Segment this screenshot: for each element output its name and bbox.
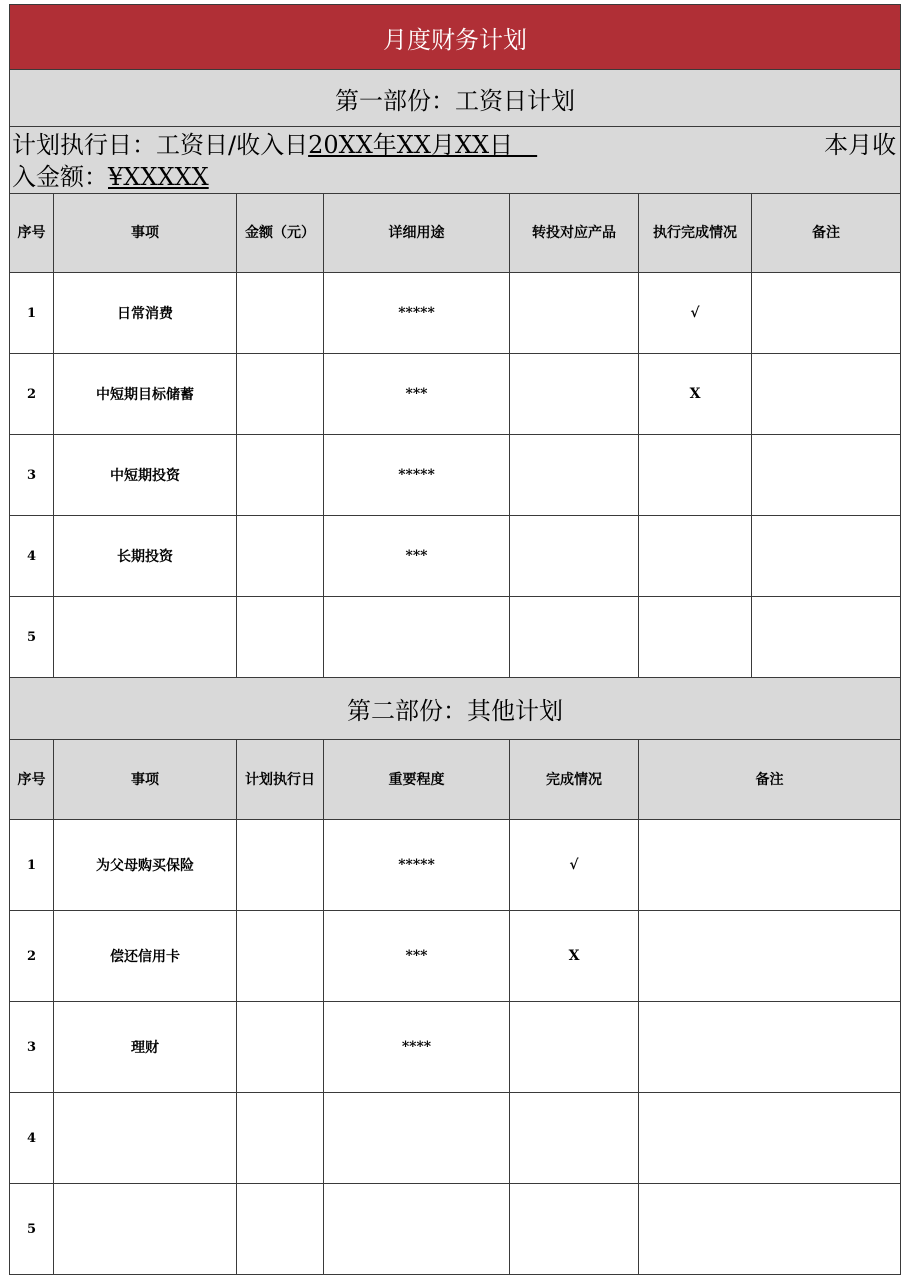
- col-header: 计划执行日: [237, 740, 324, 820]
- row-status[interactable]: [639, 516, 752, 597]
- row-status[interactable]: √: [510, 820, 639, 911]
- row-date[interactable]: [237, 820, 324, 911]
- row-product[interactable]: [510, 273, 639, 354]
- row-product[interactable]: [510, 435, 639, 516]
- row-usage[interactable]: *****: [324, 273, 510, 354]
- row-amount[interactable]: [237, 354, 324, 435]
- row-usage[interactable]: *****: [324, 435, 510, 516]
- row-number: 3: [10, 1002, 54, 1093]
- row-product[interactable]: [510, 354, 639, 435]
- row-usage[interactable]: ***: [324, 354, 510, 435]
- row-product[interactable]: [510, 516, 639, 597]
- part2-heading: 第二部份：其他计划: [10, 678, 901, 740]
- income-value: ¥XXXXX: [108, 163, 209, 191]
- info-label: 计划执行日：工资日/收入日: [12, 131, 309, 159]
- row-number: 2: [10, 911, 54, 1002]
- col-header: 备注: [639, 740, 901, 820]
- income-label-a: 本月收: [824, 131, 897, 159]
- row-note[interactable]: [752, 273, 901, 354]
- row-item[interactable]: 日常消费: [54, 273, 237, 354]
- row-note[interactable]: [752, 354, 901, 435]
- row-note[interactable]: [639, 1093, 901, 1184]
- row-status[interactable]: [639, 435, 752, 516]
- row-status[interactable]: [639, 597, 752, 678]
- row-item[interactable]: 长期投资: [54, 516, 237, 597]
- row-date[interactable]: [237, 1184, 324, 1275]
- col-header: 序号: [10, 740, 54, 820]
- row-note[interactable]: [752, 435, 901, 516]
- row-item[interactable]: [54, 1093, 237, 1184]
- row-note[interactable]: [752, 597, 901, 678]
- part1-heading: 第一部份：工资日计划: [10, 70, 901, 127]
- finance-plan-sheet: [9, 4, 900, 1275]
- row-importance[interactable]: ****: [324, 1002, 510, 1093]
- row-status[interactable]: [510, 1093, 639, 1184]
- row-note[interactable]: [639, 911, 901, 1002]
- row-status[interactable]: X: [510, 911, 639, 1002]
- table-row: [10, 273, 901, 354]
- table-row: [10, 1093, 901, 1184]
- col-header: 执行完成情况: [639, 194, 752, 273]
- col-header: 序号: [10, 194, 54, 273]
- row-note[interactable]: [639, 820, 901, 911]
- col-header: 详细用途: [324, 194, 510, 273]
- col-header: 完成情况: [510, 740, 639, 820]
- row-number: 5: [10, 1184, 54, 1275]
- row-status[interactable]: √: [639, 273, 752, 354]
- table-row: [10, 516, 901, 597]
- part1-header-row: [10, 194, 901, 273]
- row-item[interactable]: 中短期投资: [54, 435, 237, 516]
- row-date[interactable]: [237, 1093, 324, 1184]
- row-note[interactable]: [639, 1184, 901, 1275]
- col-header: 金额（元）: [237, 194, 324, 273]
- col-header: 事项: [54, 740, 237, 820]
- row-date[interactable]: [237, 1002, 324, 1093]
- table-row: [10, 1002, 901, 1093]
- row-amount[interactable]: [237, 435, 324, 516]
- row-importance[interactable]: [324, 1093, 510, 1184]
- row-note[interactable]: [639, 1002, 901, 1093]
- row-amount[interactable]: [237, 597, 324, 678]
- table-row: [10, 911, 901, 1002]
- row-number: 4: [10, 516, 54, 597]
- row-importance[interactable]: [324, 1184, 510, 1275]
- table-row: [10, 597, 901, 678]
- finance-plan-table: [9, 4, 901, 1275]
- row-importance[interactable]: *****: [324, 820, 510, 911]
- col-header: 备注: [752, 194, 901, 273]
- row-number: 3: [10, 435, 54, 516]
- row-status[interactable]: X: [639, 354, 752, 435]
- row-item[interactable]: 理财: [54, 1002, 237, 1093]
- row-number: 2: [10, 354, 54, 435]
- col-header: 转投对应产品: [510, 194, 639, 273]
- table-row: [10, 1184, 901, 1275]
- row-item[interactable]: 中短期目标储蓄: [54, 354, 237, 435]
- row-status[interactable]: [510, 1002, 639, 1093]
- row-item[interactable]: 偿还信用卡: [54, 911, 237, 1002]
- row-product[interactable]: [510, 597, 639, 678]
- row-number: 4: [10, 1093, 54, 1184]
- row-amount[interactable]: [237, 273, 324, 354]
- row-item[interactable]: [54, 597, 237, 678]
- row-number: 5: [10, 597, 54, 678]
- row-usage[interactable]: [324, 597, 510, 678]
- row-usage[interactable]: ***: [324, 516, 510, 597]
- info-date: 20XX年XX月XX日: [308, 131, 538, 159]
- table-row: [10, 354, 901, 435]
- col-header: 事项: [54, 194, 237, 273]
- row-number: 1: [10, 820, 54, 911]
- row-number: 1: [10, 273, 54, 354]
- col-header: 重要程度: [324, 740, 510, 820]
- row-amount[interactable]: [237, 516, 324, 597]
- table-row: [10, 435, 901, 516]
- page-title: 月度财务计划: [10, 5, 901, 70]
- row-item[interactable]: 为父母购买保险: [54, 820, 237, 911]
- table-row: [10, 820, 901, 911]
- income-label-b: 入金额：: [12, 163, 108, 191]
- pay-day-info: [10, 127, 901, 194]
- part2-header-row: [10, 740, 901, 820]
- row-date[interactable]: [237, 911, 324, 1002]
- row-importance[interactable]: ***: [324, 911, 510, 1002]
- row-note[interactable]: [752, 516, 901, 597]
- row-status[interactable]: [510, 1184, 639, 1275]
- row-item[interactable]: [54, 1184, 237, 1275]
